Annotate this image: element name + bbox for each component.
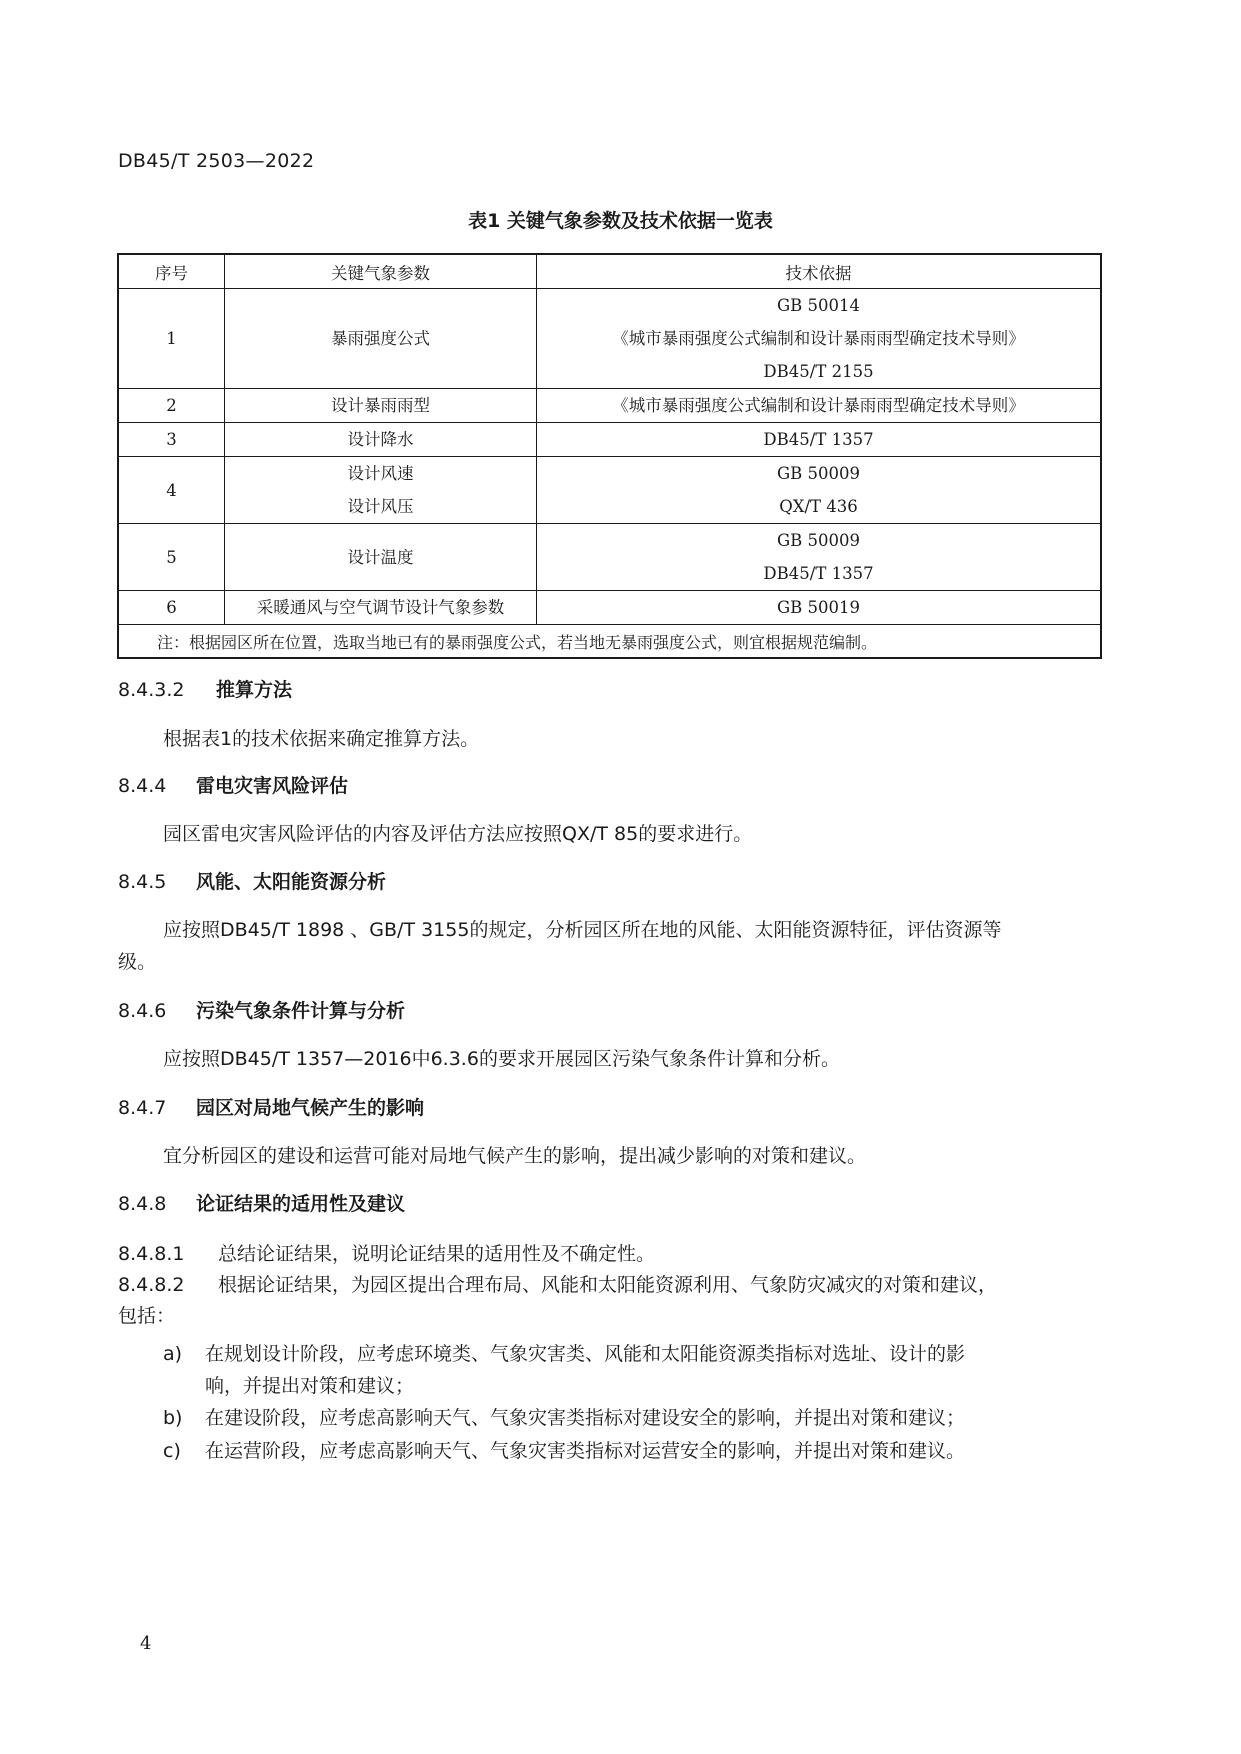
row-parameter	[225, 423, 537, 457]
section-title: 论证结果的适用性及建议	[196, 1193, 406, 1215]
parameter-line: 设计降水	[347, 430, 414, 449]
row-parameter	[225, 389, 537, 423]
section-heading	[118, 1093, 424, 1120]
column-header-no: 序号	[118, 254, 225, 289]
row-basis	[537, 457, 1102, 524]
basis-line: 《城市暴雨强度公式编制和设计暴雨雨型确定技术导则》	[612, 329, 1025, 348]
column-header-basis: 技术依据	[537, 254, 1102, 289]
section-heading	[118, 771, 348, 798]
section-body-continued: 级。	[118, 951, 157, 973]
section-number: 8.4.3.2	[118, 679, 185, 701]
list-item-continued: 响，并提出对策和建议；	[205, 1375, 415, 1397]
row-parameter	[225, 591, 537, 625]
section-number: 8.4.8	[118, 1193, 167, 1215]
table-row	[118, 457, 1101, 524]
section-number: 8.4.5	[118, 871, 167, 893]
section-number: 8.4.7	[118, 1097, 167, 1119]
parameter-line: 采暖通风与空气调节设计气象参数	[256, 598, 505, 617]
subclause-continued: 包括：	[118, 1305, 176, 1327]
row-number: 4	[118, 457, 225, 524]
table-title: 表1 关键气象参数及技术依据一览表	[468, 210, 773, 232]
parameter-line: 设计暴雨雨型	[331, 396, 430, 415]
basis-line: DB45/T 2155	[763, 362, 874, 381]
section-body: 应按照DB45/T 1898 、GB/T 3155的规定，分析园区所在地的风能、太阳能资源特征，评估资源等	[163, 919, 1002, 941]
section-title: 污染气象条件计算与分析	[196, 1000, 406, 1022]
table-row	[118, 289, 1101, 389]
table-row	[118, 389, 1101, 423]
subclause-text: 根据论证结果，为园区提出合理布局、风能和太阳能资源利用、气象防灾减灾的对策和建议，	[218, 1274, 998, 1296]
row-parameter	[225, 457, 537, 524]
list-item	[163, 1403, 965, 1430]
basis-line: QX/T 436	[779, 497, 858, 516]
section-heading	[118, 996, 405, 1023]
list-item	[163, 1436, 965, 1463]
section-title: 推算方法	[216, 679, 293, 701]
row-basis	[537, 389, 1102, 423]
section-number: 8.4.6	[118, 1000, 167, 1022]
section-body: 宜分析园区的建设和运营可能对局地气候产生的影响，提出减少影响的对策和建议。	[163, 1145, 867, 1167]
row-number: 3	[118, 423, 225, 457]
basis-line: GB 50019	[776, 598, 861, 617]
section-title: 风能、太阳能资源分析	[196, 871, 387, 893]
row-basis	[537, 524, 1102, 591]
column-header-params: 关键气象参数	[225, 254, 537, 289]
basis-line: 《城市暴雨强度公式编制和设计暴雨雨型确定技术导则》	[612, 396, 1025, 415]
page-number: 4	[140, 1633, 152, 1654]
list-item	[163, 1339, 965, 1366]
table-row	[118, 423, 1101, 457]
section-title: 雷电灾害风险评估	[196, 775, 349, 797]
list-item-text: 在运营阶段，应考虑高影响天气、气象灾害类指标对运营安全的影响，并提出对策和建议。	[205, 1440, 966, 1462]
parameter-line: 暴雨强度公式	[331, 329, 430, 348]
list-marker: a)	[163, 1343, 183, 1365]
list-marker: c)	[163, 1440, 181, 1462]
section-body: 根据表1的技术依据来确定推算方法。	[163, 728, 480, 750]
row-number: 6	[118, 591, 225, 625]
basis-line: GB 50009	[776, 531, 861, 550]
row-number: 2	[118, 389, 225, 423]
subclause	[118, 1270, 997, 1297]
section-number: 8.4.4	[118, 775, 167, 797]
row-number: 1	[118, 289, 225, 389]
basis-line: GB 50009	[776, 464, 861, 483]
section-body: 应按照DB45/T 1357—2016中6.3.6的要求开展园区污染气象条件计算和分析。	[163, 1048, 840, 1070]
basis-line: DB45/T 1357	[763, 564, 874, 583]
table-row	[118, 524, 1101, 591]
parameter-line: 设计风压	[347, 497, 414, 516]
row-parameter	[225, 289, 537, 389]
basis-line: DB45/T 1357	[763, 430, 874, 449]
list-marker: b)	[163, 1407, 183, 1429]
list-item-text: 在规划设计阶段，应考虑环境类、气象灾害类、风能和太阳能资源类指标对选址、设计的影	[205, 1343, 966, 1365]
section-title: 园区对局地气候产生的影响	[196, 1097, 425, 1119]
row-parameter	[225, 524, 537, 591]
parameter-line: 设计风速	[347, 464, 414, 483]
section-heading	[118, 867, 386, 894]
row-basis	[537, 289, 1102, 389]
basis-line: GB 50014	[776, 296, 861, 315]
list-item-text: 在建设阶段，应考虑高影响天气、气象灾害类指标对建设安全的影响，并提出对策和建议；	[205, 1407, 966, 1429]
table-note: 注：根据园区所在位置，选取当地已有的暴雨强度公式，若当地无暴雨强度公式，则宜根据规范编制。	[118, 625, 1101, 659]
section-heading	[118, 675, 292, 702]
table-row	[118, 591, 1101, 625]
table-note-row	[118, 625, 1101, 659]
document-id: DB45/T 2503—2022	[118, 150, 315, 172]
key-parameters-table	[117, 253, 1102, 659]
row-basis	[537, 591, 1102, 625]
row-number: 5	[118, 524, 225, 591]
section-body: 园区雷电灾害风险评估的内容及评估方法应按照QX/T 85的要求进行。	[163, 823, 753, 845]
row-basis	[537, 423, 1102, 457]
section-heading	[118, 1189, 405, 1216]
subclause-text: 总结论证结果，说明论证结果的适用性及不确定性。	[218, 1243, 656, 1265]
subclause	[118, 1239, 655, 1266]
subclause-number: 8.4.8.2	[118, 1274, 185, 1296]
table-header-row	[118, 254, 1101, 289]
parameter-line: 设计温度	[347, 547, 414, 567]
subclause-number: 8.4.8.1	[118, 1243, 185, 1265]
